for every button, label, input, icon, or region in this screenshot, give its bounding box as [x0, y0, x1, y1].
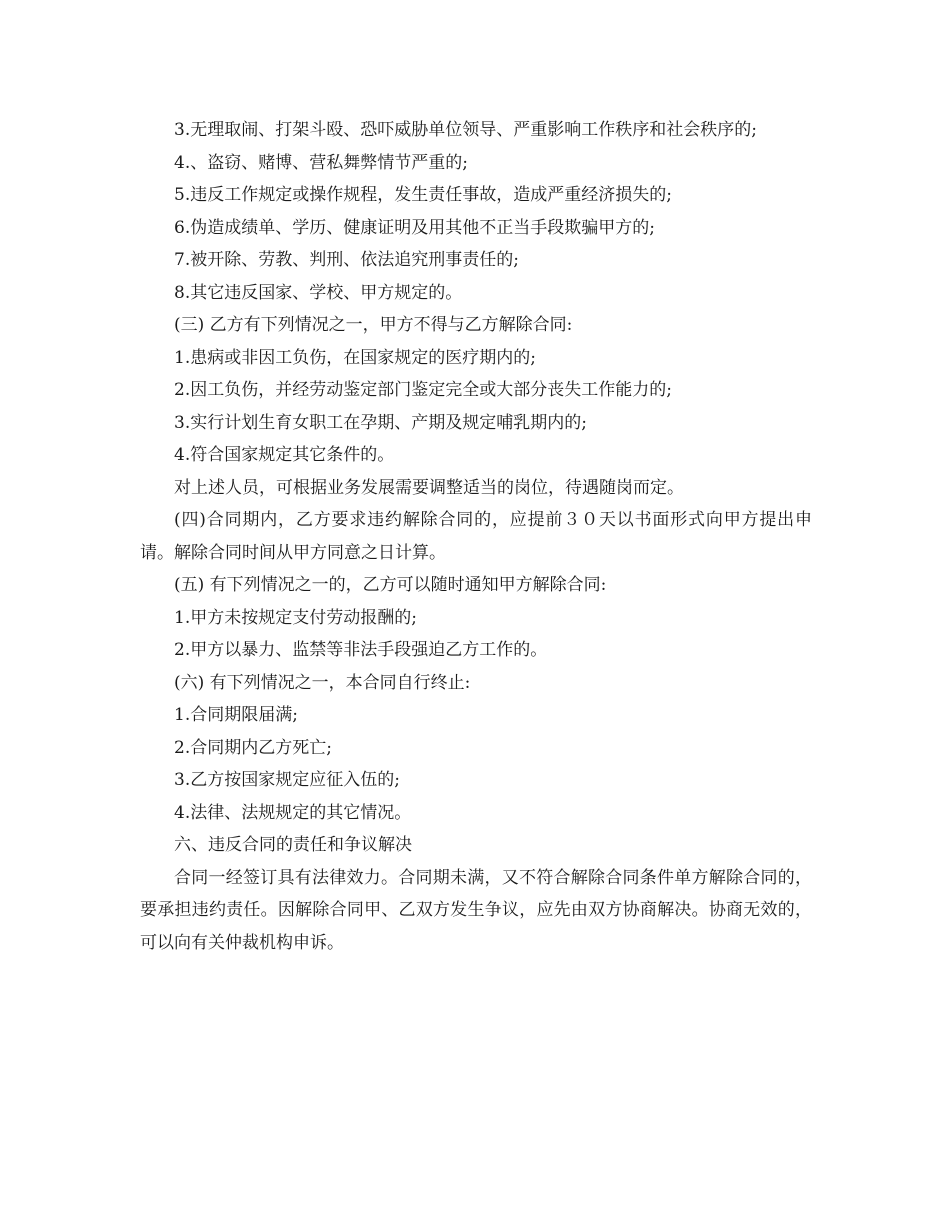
paragraph-clause-3-disorder: 3.无理取闹、打架斗殴、恐吓威胁单位领导、严重影响工作秩序和社会秩序的; [174, 120, 757, 140]
paragraph-liability-dispute: 合同一经签订具有法律效力。合同期未满，又不符合解除合同条件单方解除合同的，要承担违约责任。因解除合同甲、乙双方发生争议，应先由双方协商解决。协商无效的，可以向有关仲裁机构申诉。 [140, 867, 812, 953]
paragraph-clause-4-theft: 4.、盗窃、赌博、营私舞弊情节严重的; [174, 152, 468, 173]
paragraph-item-4-legal: 4.法律、法规规定的其它情况。 [174, 802, 412, 823]
paragraph-section-5-heading: (五) 有下列情况之一的，乙方可以随时通知甲方解除合同: [174, 575, 607, 595]
paragraph-clause-7-dismissal: 7.被开除、劳教、判刑、依法追究刑事责任的; [174, 250, 519, 270]
paragraph-reassignment: 对上述人员，可根据业务发展需要调整适当的岗位，待遇随岗而定。 [174, 477, 684, 498]
paragraph-item-2-coercion: 2.甲方以暴力、监禁等非法手段强迫乙方工作的。 [174, 640, 548, 660]
paragraph-clause-5-accident: 5.违反工作规定或操作规程，发生责任事故，造成严重经济损失的; [174, 185, 672, 205]
paragraph-item-3-maternity: 3.实行计划生育女职工在孕期、产期及规定哺乳期内的; [174, 412, 587, 433]
paragraph-item-2-death: 2.合同期内乙方死亡; [174, 737, 332, 758]
paragraph-item-1-unpaid: 1.甲方未按规定支付劳动报酬的; [174, 607, 417, 628]
paragraph-section-4-notice: (四)合同期内，乙方要求违约解除合同的，应提前３０天以书面形式向甲方提出申请。解除合同时间从甲方同意之日计算。 [140, 510, 812, 563]
section-heading-liability: 六、违反合同的责任和争议解决 [174, 835, 412, 855]
paragraph-section-3-heading: (三) 乙方有下列情况之一，甲方不得与乙方解除合同: [174, 315, 573, 335]
paragraph-item-1-expiry: 1.合同期限届满; [174, 705, 298, 725]
paragraph-clause-6-fraud: 6.伪造成绩单、学历、健康证明及用其他不正当手段欺骗甲方的; [174, 217, 655, 238]
paragraph-item-4-other-conditions: 4.符合国家规定其它条件的。 [174, 445, 395, 465]
paragraph-item-1-illness: 1.患病或非因工负伤，在国家规定的医疗期内的; [174, 347, 536, 368]
paragraph-clause-8-other: 8.其它违反国家、学校、甲方规定的。 [174, 282, 463, 303]
document-body [140, 114, 812, 959]
paragraph-section-6-heading: (六) 有下列情况之一，本合同自行终止: [174, 672, 471, 693]
paragraph-item-2-injury: 2.因工负伤，并经劳动鉴定部门鉴定完全或大部分丧失工作能力的; [174, 380, 672, 400]
paragraph-item-3-conscription: 3.乙方按国家规定应征入伍的; [174, 770, 400, 790]
